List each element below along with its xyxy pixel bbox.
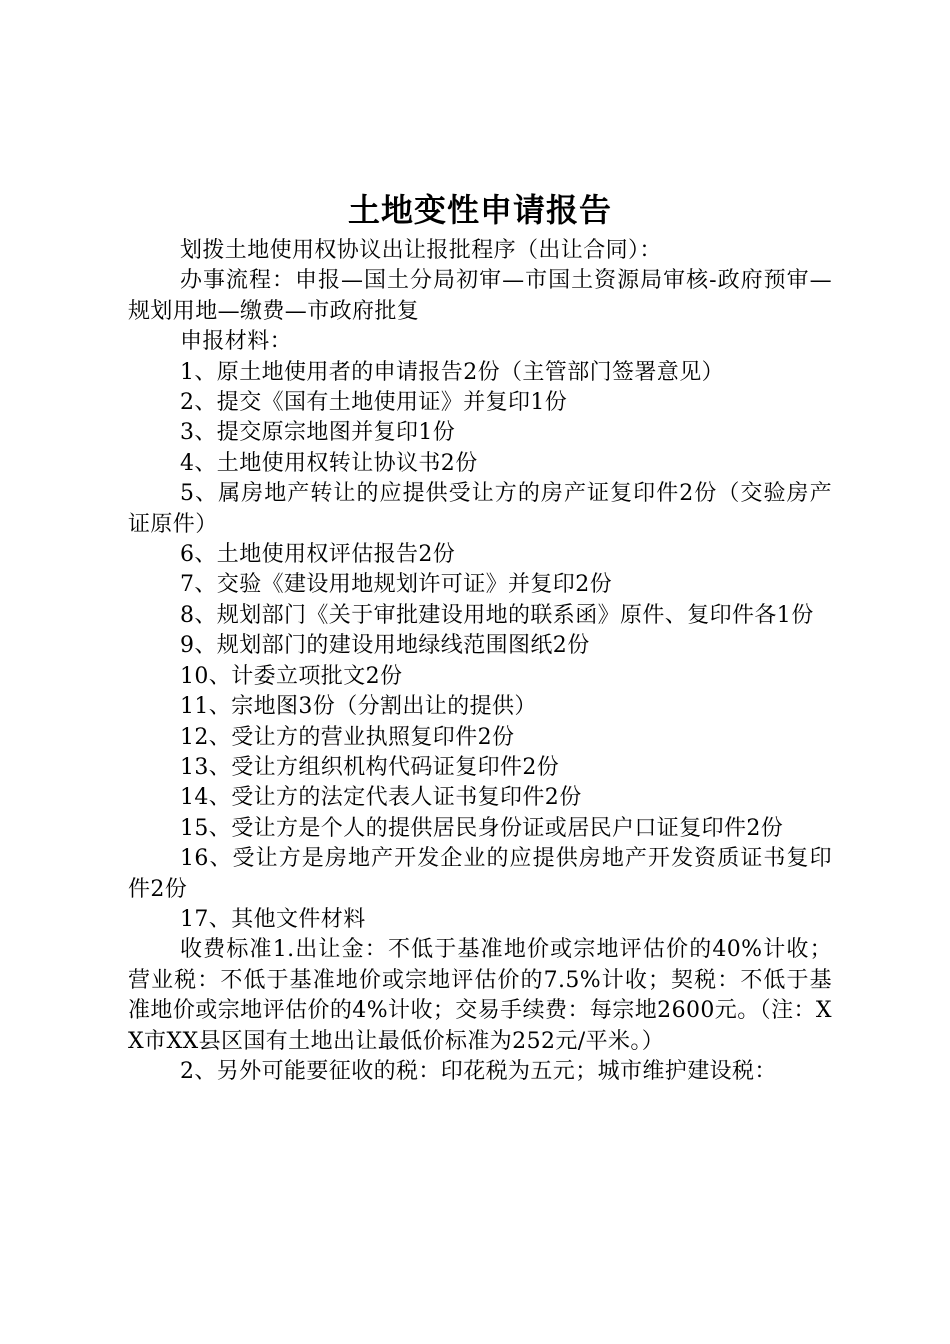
list-item-12: 12、受让方的营业执照复印件2份: [180, 724, 515, 750]
paragraph-fee-standard: 收费标准1.出让金：不低于基准地价或宗地评估价的40%计收；营业税：不低于基准地价或宗地评估价的7.5%计收；契税：不低于基准地价或宗地评估价的4%计收；交易手续费：每宗地2600元。（注：XX市XX县区国有土地出让最低价标准为252元/平米。）: [128, 937, 832, 1054]
list-item-6: 6、土地使用权评估报告2份: [180, 542, 456, 568]
paragraph-materials-heading: 申报材料：: [180, 329, 293, 355]
document-body: [128, 236, 832, 1087]
list-item-17: 17、其他文件材料: [180, 906, 366, 932]
list-item-8: 8、规划部门《关于审批建设用地的联系函》原件、复印件各1份: [180, 602, 814, 628]
list-item-11: 11、宗地图3份（分割出让的提供）: [180, 694, 537, 720]
list-item-10: 10、计委立项批文2份: [180, 663, 403, 689]
list-item-5: 5、属房地产转让的应提供受让方的房产证复印件2份（交验房产证原件）: [128, 481, 832, 537]
document-title: 土地变性申请报告: [347, 191, 612, 229]
list-item-16: 16、受让方是房地产开发企业的应提供房地产开发资质证书复印件2份: [128, 846, 832, 902]
list-item-1: 1、原土地使用者的申请报告2份（主管部门签署意见）: [180, 359, 724, 385]
paragraph-procedure-heading: 划拨土地使用权协议出让报批程序（出让合同）：: [180, 238, 662, 263]
paragraph-workflow: 办事流程：申报—国土分局初审—市国土资源局审核-政府预审—规划用地—缴费—市政府批复: [128, 268, 832, 324]
list-item-4: 4、土地使用权转让协议书2份: [180, 450, 478, 476]
list-item-9: 9、规划部门的建设用地绿线范围图纸2份: [180, 633, 590, 659]
list-item-13: 13、受让方组织机构代码证复印件2份: [180, 754, 560, 780]
list-item-7: 7、交验《建设用地规划许可证》并复印2份: [180, 572, 612, 598]
list-item-14: 14、受让方的法定代表人证书复印件2份: [180, 785, 582, 811]
list-item-15: 15、受让方是个人的提供居民身份证或居民户口证复印件2份: [180, 815, 784, 841]
document-page: [128, 186, 832, 1087]
paragraph-other-taxes: 2、另外可能要征收的税：印花税为五元；城市维护建设税：: [180, 1058, 777, 1084]
list-item-3: 3、提交原宗地图并复印1份: [180, 420, 456, 446]
list-item-2: 2、提交《国有土地使用证》并复印1份: [180, 390, 568, 416]
